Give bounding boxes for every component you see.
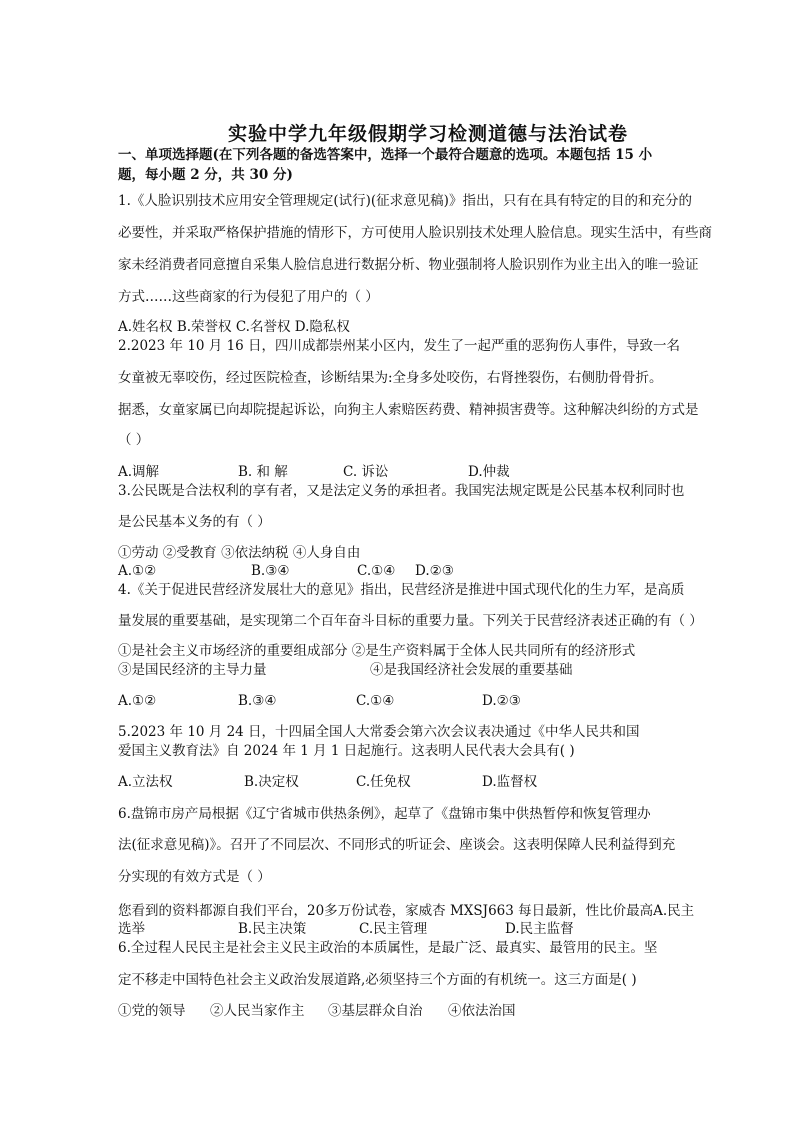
option-d: D.②③ (415, 563, 454, 579)
ad-line: 您看到的资料都源自我们平台，20多万份试卷，家威杏 MXSJ663 每日最新，性比价最高A.民主 (118, 903, 695, 919)
option-d: D.仲裁 (468, 464, 510, 480)
question-5-line-2: 爱国主义教育法》自 2024 年 1 月 1 日起施行。这表明人民代表大会具有( ) (118, 743, 575, 759)
question-1-line-2: 必要性，并采取严格保护措施的情形下，方可使用人脸识别技术处理人脸信息。现实生活中，有些商 (118, 225, 712, 241)
option-c: C.民主管理 (359, 921, 428, 937)
section-heading-line-2: 题，每小题 2 分，共 30 分) (118, 167, 293, 183)
question-1-line-1: 1.《人脸识别技术应用安全管理规定(试行)(征求意见稿)》指出，只有在具有特定的目的和充分的 (118, 193, 692, 209)
question-1-line-4: 方式……这些商家的行为侵犯了用户的（ ） (118, 289, 379, 305)
option-d: D.民主监督 (505, 921, 574, 937)
question-2-line-2: 女童被无辜咬伤，经过医院检查，诊断结果为:全身多处咬伤，右肾挫裂伤，右侧肋骨骨折。 (118, 370, 663, 386)
section-heading-line-1: 一、单项选择题(在下列各题的备选答案中，选择一个最符合题意的选项。本题包括 15 小 (118, 147, 653, 163)
question-4-item-4: ④是我国经济社会发展的重要基础 (370, 662, 573, 678)
item-4: ④依法治国 (448, 1003, 516, 1019)
item-3: ③基层群众自治 (328, 1003, 423, 1019)
question-3-line-2: 是公民基本义务的有（ ） (118, 514, 271, 530)
option-c: C.①④ (356, 693, 395, 709)
question-5-line-1: 5.2023 年 10 月 24 日，十四届全国人大常委会第六次会议表决通过《中华人民共和国 (118, 724, 640, 740)
option-a: A.①② (118, 563, 157, 579)
question-6a-line-1: 6.盘锦市房产局根据《辽宁省城市供热条例》，起草了《盘锦市集中供热暂停和恢复管理办 (118, 806, 651, 822)
question-1-line-3: 家未经消费者同意擅自采集人脸信息进行数据分析、物业强制将人脸识别作为业主出入的唯一验证 (118, 257, 699, 273)
question-6a-line-2: 法(征求意见稿)》。召开了不同层次、不同形式的听证会、座谈会。这表明保障人民利益得到充 (118, 837, 676, 853)
exam-title: 实验中学九年级假期学习检测道德与法治试卷 (228, 123, 629, 145)
question-2-line-1: 2.2023 年 10 月 16 日，四川成都崇州某小区内，发生了一起严重的恶狗伤人事件，导致一名 (118, 338, 681, 354)
question-4-line-2: 量发展的重要基础，是实现第二个百年奋斗目标的重要力量。下列关于民营经济表述正确的有（ ） (118, 613, 703, 629)
question-3-items: ①劳动 ②受教育 ③依法纳税 ④人身自由 (118, 545, 361, 561)
option-c: C. 诉讼 (343, 464, 389, 480)
question-4-item-3: ③是国民经济的主导力量 (118, 662, 267, 678)
option-a: A.①② (118, 693, 157, 709)
option-d: D.②③ (482, 693, 521, 709)
question-4-line-1: 4.《关于促进民营经济发展壮大的意见》指出，民营经济是推进中国式现代化的生力军，是高质 (118, 582, 685, 598)
option-a: A.立法权 (118, 774, 173, 790)
option-c: C.①④ (357, 563, 396, 579)
option-b: B.③④ (251, 563, 290, 579)
option-c: C.任免权 (356, 774, 411, 790)
question-6b-line-2: 定不移走中国特色社会主义政治发展道路,必须坚持三个方面的有机统一。这三方面是( ) (118, 972, 637, 988)
option-b: B.③④ (238, 693, 277, 709)
question-2-line-3: 据悉，女童家属已向却院提起诉讼，向狗主人索赔医药费、精神损害费等。这种解决纠纷的方式是 (118, 402, 699, 418)
option-a: A.调解 (118, 464, 160, 480)
item-2: ②人民当家作主 (210, 1003, 305, 1019)
option-b: B.民主决策 (238, 921, 307, 937)
item-1: ①党的领导 (118, 1003, 186, 1019)
question-4-item-1-2: ①是社会主义市场经济的重要组成部分 ②是生产资料属于全体人民共同所有的经济形式 (118, 643, 636, 659)
option-d: D.监督权 (482, 774, 538, 790)
question-2-line-4: （ ） (118, 432, 150, 448)
question-1-options: A.姓名权 B.荣誉权 C.名誉权 D.隐私权 (118, 319, 350, 335)
option-a-tail: 选举 (118, 921, 145, 937)
option-b: B.决定权 (244, 774, 299, 790)
question-3-line-1: 3.公民既是合法权利的享有者，又是法定义务的承担者。我国宪法规定既是公民基本权利同时也 (118, 483, 685, 499)
option-b: B. 和 解 (238, 464, 288, 480)
question-6a-line-3: 分实现的有效方式是（ ） (118, 869, 271, 885)
question-6b-line-1: 6.全过程人民民主是社会主义民主政治的本质属性，是最广泛、最真实、最管用的民主。坚 (118, 940, 658, 956)
